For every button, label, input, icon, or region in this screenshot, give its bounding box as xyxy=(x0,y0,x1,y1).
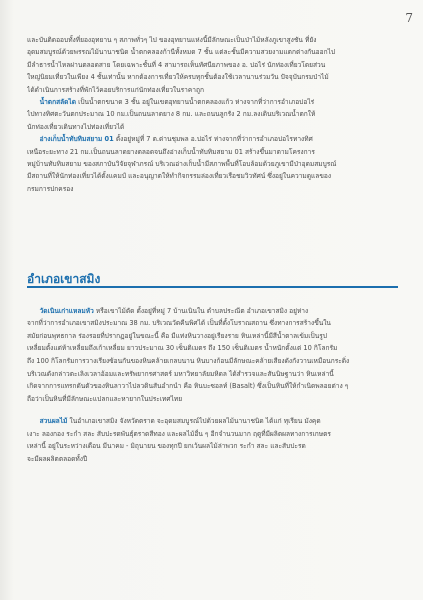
text-line: ในอำเภอเขาสมิง จังหวัดตราด จะอุดมสมบูรณ์ไปด้วยผลไม้นานาชนิด ได้แก่ ทุเรียน มังคุด xyxy=(67,416,321,425)
text-line: ได้ดำเนินการสร้างที่พักไว้คอยบริการแก่นักท่องเที่ยวในราคาถูก xyxy=(27,85,204,94)
paragraph-fruit-orchards xyxy=(27,415,395,465)
text-line: หรือเขาไม้ตัด ตั้งอยู่ที่หมู่ 7 บ้านเนินใน ตำบลประณีต อำเภอเขาสมิง อยู่ห่าง xyxy=(93,306,309,315)
heading-noen-kao: วัดเนินเก่าแหลมหัว xyxy=(39,306,94,315)
bottom-text-block xyxy=(27,298,395,465)
text-line: จากที่ว่าการอำเภอเขาสมิงประมาณ 38 กม. บริเวณวัดคีนพิศได้ เป็นที่ตั้งโบราณสถาน ซึ่งทางการสร้างขึ้นใน xyxy=(27,319,331,328)
text-line: บริเวณดังกล่าวตะเลิงเวลาอ้อมและทรัพยากรศาสตร์ มหาวิทยาลัยมหิดล ได้สำรวจและสันนิษฐานว่า หินเหล่านี้ xyxy=(27,369,334,378)
heading-fruit-orchards: สวนผลไม้ xyxy=(39,416,68,425)
heading-thapthim-siam: อ่างเก็บน้ำทับทิมสยาม 01 xyxy=(39,135,114,144)
page-number: 7 xyxy=(405,11,413,25)
paragraph-salat-dai-waterfall xyxy=(27,96,395,133)
top-text-block xyxy=(27,34,395,195)
text-line: มีลำธารน้ำไหลผ่านตลอดสาย โดยเฉพาะชั้นที่ 4 สามารถเห็นทัศนียภาพของ อ. บ่อไร่ นักท่องเที่ยวโดยส่วน xyxy=(27,60,326,69)
text-line: กรมการปกครอง xyxy=(27,184,74,193)
text-line: สมัยก่อนพุทธกาล ร่องรอยที่ปรากฏอยู่ในขณะนี้ คือ มีแท่งหินวางอยู่เรียงราย หินเหล่านี้มีสีน้ำตาลเข้มเป็นรูป xyxy=(27,331,327,340)
text-line: เหลี่ยมตั้งแต่ห้าเหลี่ยมถึงเก้าเหลี่ยม ยาวประมาณ 30 เซ็นติเมตร ถึง 150 เซ็นติเมตร น้ำหนักตั้งแต่ 10 กิโลกรัม xyxy=(27,344,338,353)
text-line: และบันติดออบทั้งที่ยองอุทยาน ๆ สภาพทั่วๆ ไป ของอุทยานแห่งนี้มีลักษณะเป็นป่าไม้หลังภูเขาสูงชัน ที่ยัง xyxy=(27,36,317,44)
text-line: อุดมสมบูรณ์ด้วยพรรณไม้นานาชนิด น้ำตกคลองก้านีทั้งหมด 7 ชั้น แต่ละชั้นมีความสวยงามแตกต่างกันออกไป xyxy=(27,48,336,57)
text-line: หมู่บ้านทับทิมสยาม ของสภาบันวิจัยจุฬาภรณ์ บริเวณอ่างเก็บน้ำมีสภาพพื้นที่โอบล้อมด้วยภูเขามีป่าอุดมสมบูรณ์ xyxy=(27,160,337,169)
heading-salat-dai: น้ำตกสลัดได xyxy=(39,98,77,107)
paragraph-thapthim-siam-reservoir xyxy=(27,133,395,195)
text-line: เหนือระยะทาง 21 กม.เป็นถนนลาดยางตลอดจนถึงอ่างเก็บน้ำทับทิมสยาม 01 สร้างขึ้นมาตามโครงการ xyxy=(27,147,315,156)
text-line: เหล่านี้ อยู่ในระหว่างเดือน มีนาคม - มิถุนายน ของทุกปี ยกเว้นผลไม้ล่าพวก ระกำ สละ และสับปะรด xyxy=(27,442,306,451)
text-line: เป็นน้ำตกขนาด 3 ชั้น อยู่ในเขตอุทยานน้ำตกคลองแก้ว ห่างจากที่ว่าการอำเภอบ่อไร่ xyxy=(76,98,315,107)
text-line: ถือว่าเป็นหินที่มีลักษณะแปลกและหายากในประเทศไทย xyxy=(27,394,183,403)
section-title: อำเภอเขาสมิง xyxy=(27,272,101,286)
text-line: เงาะ ลองกอง ระกำ สละ สับปะรดพันธุ์ตราดสีทอง และผลไม้อื่น ๆ อีกจำนวนมาก ฤดูที่มีผลิตผลทางการเกษตร xyxy=(27,429,331,438)
text-line: นักท่องเที่ยวเดินทางไปท่องเที่ยวได้ xyxy=(27,122,125,131)
text-line: ถึง 100 กิโลกรัมการวางเรียงซ้อนกันของหินคล้ายเกลบนาน หินบางก้อนมีลักษณะคล้ายเสียงดังกังวานเหมือนกระดิ่ง xyxy=(27,356,350,365)
text-line: ไปทางทิศตะวันตกประมาณ 10 กม.เป็นถนนลาดยาง 8 กม. และถนนลูกรัง 2 กม.ลงเดินบริเวณน้ำตกให้ xyxy=(27,110,316,119)
paragraph-noen-kao-laem-hua xyxy=(27,305,395,406)
paragraph-kloeng-kaeo xyxy=(27,34,395,96)
text-line: มีสถานที่ให้นักท่องเที่ยวได้ตั้งแคมป์ และอนุญาตให้ทำกิจกรรมล่องเที่ยวเรือชมวิวทัศน์ ซึ่งอยู่ในความดูแลของ xyxy=(27,172,332,181)
text-line: ใหญ่นิยมเที่ยวในเพียง 4 ชั้นเท่านั้น หากต้องการเที่ยวให้ครบทุกชั้นต้องใช้เวลานานร่วมวัน ปัจจุบันกรมป่าไม้ xyxy=(27,73,329,82)
section-divider xyxy=(27,286,398,288)
text-line: จะมีผลผลิตตลอดทั้งปี xyxy=(27,454,88,463)
text-line: เกิดจากการแทรกดันตัวของหินลาวาไปลวดินสันอำกนำ คือ หินบะซอลท์ (Basalt) ซึ่งเป็นหินที่ให้กำเนิดพลอยต่าง ๆ xyxy=(27,382,349,391)
text-line: ตั้งอยู่หมู่ที่ 7 ต.ด่านชุมพล อ.บ่อไร่ ห่างจากที่ว่าการอำเภอบ่อไรทางทิศ xyxy=(113,135,313,144)
